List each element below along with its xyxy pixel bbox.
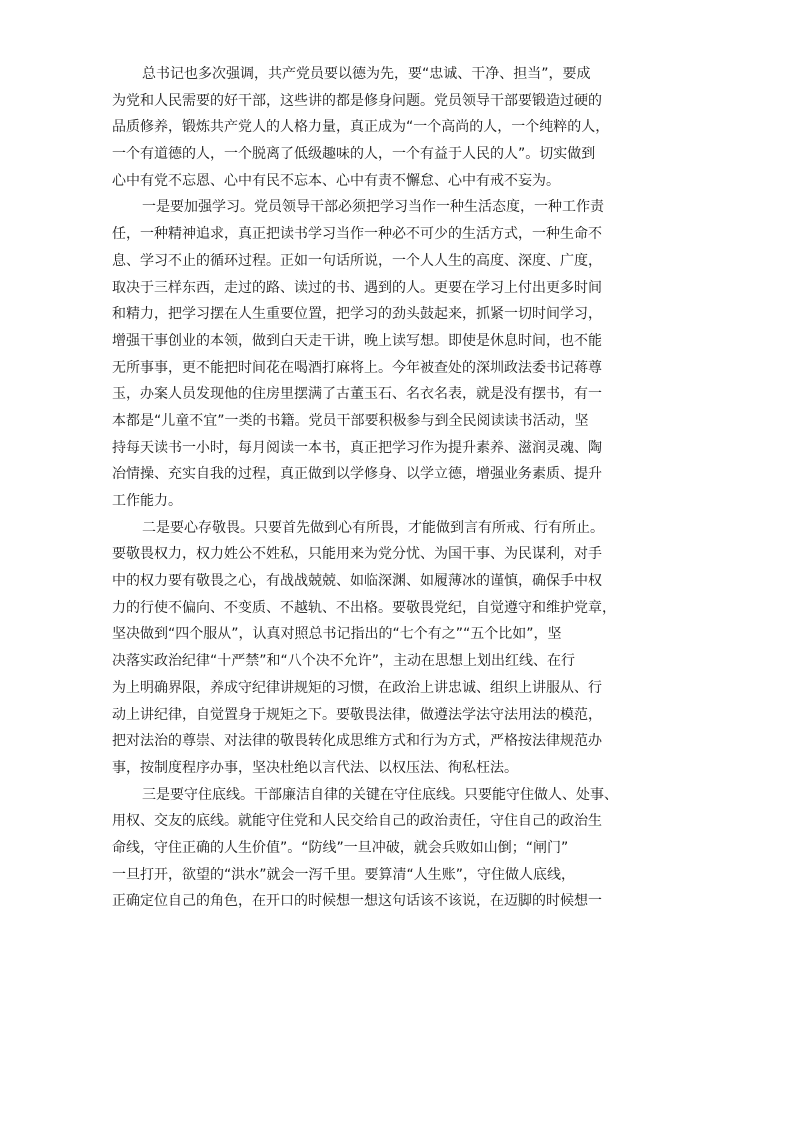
- paragraph-bottom-line: [112, 782, 618, 915]
- text-line: 总书记也多次强调，共产党员要以德为先，要“忠诚、干净、担当”，要成: [142, 66, 591, 82]
- text-line: 工作能力。: [112, 493, 182, 509]
- text-line: 三是要守住底线。干部廉洁自律的关键在守住底线。只要能守住做人、处事、: [142, 786, 618, 803]
- text-line: 玉，办案人员发现他的住房里摆满了古董玉石、名衣名表，就是没有摆书，有一: [112, 386, 602, 403]
- text-line: 二是要心存敬畏。只要首先做到心有所畏，才能做到言有所戒、行有所止。: [142, 519, 604, 536]
- text-line: 坚决做到“四个服从”，认真对照总书记指出的“七个有之”“五个比如”，坚: [112, 626, 562, 643]
- text-line: 本都是“儿童不宜”一类的书籍。党员干部要积极参与到全民阅读读书活动，坚: [112, 412, 589, 429]
- text-line: 为党和人民需要的好干部，这些讲的都是修身问题。党员领导干部要锻造过硬的: [112, 92, 602, 109]
- text-line: 中的权力要有敬畏之心，有战战兢兢、如临深渊、如履薄冰的谨慎，确保手中权: [112, 573, 602, 590]
- paragraph-study: [112, 194, 606, 514]
- text-line: 冶情操、充实自我的过程，真正做到以学修身、以学立德，增强业务素质、提升: [112, 466, 602, 483]
- text-line: 一个有道德的人，一个脱离了低级趣味的人，一个有益于人民的人”。切实做到: [112, 146, 596, 163]
- paragraph-intro: [112, 61, 610, 194]
- text-line: 事，按制度程序办事，坚决杜绝以言代法、以权压法、徇私枉法。: [112, 759, 518, 776]
- text-line: 一旦打开，欲望的“洪水”就会一泻千里。要算清“人生账”，守住做人底线，: [112, 866, 576, 883]
- document-body: [112, 61, 618, 915]
- text-line: 一是要加强学习。党员领导干部必须把学习当作一种生活态度，一种工作责: [142, 199, 604, 216]
- text-line: 息、学习不止的循环过程。正如一句话所说，一个人人生的高度、深度、广度，: [112, 252, 602, 269]
- text-line: 动上讲纪律，自觉置身于规矩之下。要敬畏法律，做遵法学法守法用法的模范，: [112, 706, 602, 723]
- text-line: 用权、交友的底线。就能守住党和人民交给自己的政治责任，守住自己的政治生: [112, 813, 602, 830]
- text-line: 把对法治的尊崇、对法律的敬畏转化成思维方式和行为方式，严格按法律规范办: [112, 733, 602, 750]
- text-line: 取决于三样东西，走过的路、读过的书、遇到的人。更要在学习上付出更多时间: [112, 279, 602, 296]
- text-line: 命线，守住正确的人生价值”。“防线”一旦冲破，就会兵败如山倒；“闸门”: [112, 839, 569, 856]
- text-line: 力的行使不偏向、不变质、不越轨、不出格。要敬畏党纪，自觉遵守和维护党章，: [112, 599, 616, 616]
- text-line: 要敬畏权力，权力姓公不姓私，只能用来为党分忧、为国干事、为民谋利，对手: [112, 546, 602, 563]
- text-line: 为上明确界限，养成守纪律讲规矩的习惯，在政治上讲忠诚、组织上讲服从、行: [112, 679, 602, 696]
- text-line: 任，一种精神追求，真正把读书学习当作一种必不可少的生活方式，一种生命不: [112, 226, 602, 243]
- text-line: 持每天读书一小时，每月阅读一本书，真正把学习作为提升素养、滋润灵魂、陶: [112, 439, 602, 456]
- paragraph-reverence: [112, 515, 616, 782]
- text-line: 决落实政治纪律“十严禁”和“八个决不允许”，主动在思想上划出红线、在行: [112, 653, 576, 670]
- text-line: 心中有党不忘恩、心中有民不忘本、心中有责不懈怠、心中有戒不妄为。: [112, 172, 560, 189]
- text-line: 增强干事创业的本领，做到白天走干讲，晚上读写想。即使是休息时间，也不能: [112, 332, 602, 349]
- text-line: 无所事事，更不能把时间花在喝酒打麻将上。今年被查处的深圳政法委书记蒋尊: [112, 359, 602, 376]
- text-line: 正确定位自己的角色，在开口的时候想一想这句话该不该说，在迈脚的时候想一: [112, 893, 602, 910]
- text-line: 品质修养，锻炼共产党人的人格力量，真正成为“一个高尚的人，一个纯粹的人，: [112, 119, 610, 136]
- text-line: 和精力，把学习摆在人生重要位置，把学习的劲头鼓起来，抓紧一切时间学习，: [112, 306, 602, 323]
